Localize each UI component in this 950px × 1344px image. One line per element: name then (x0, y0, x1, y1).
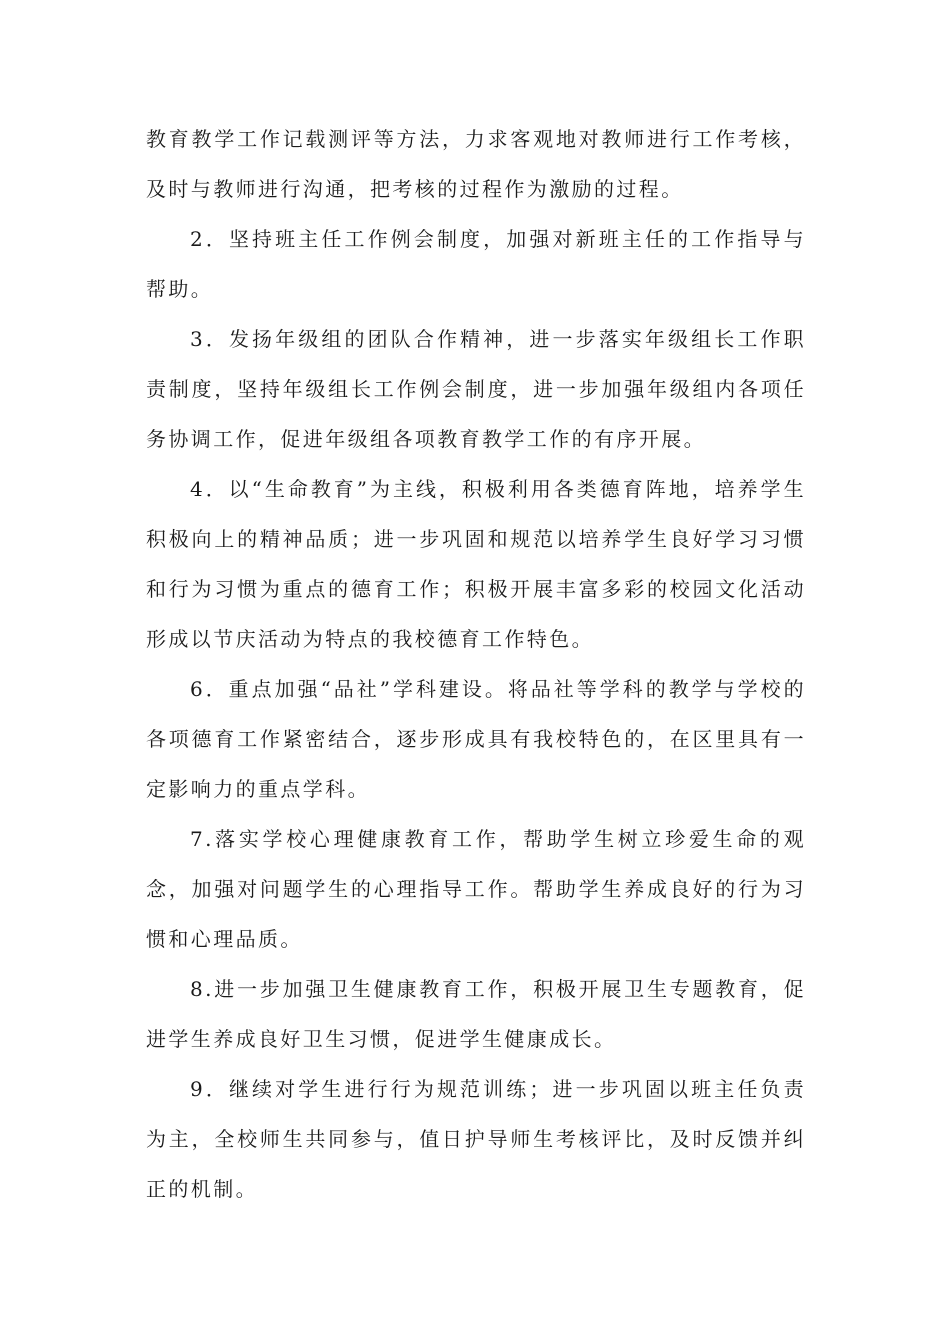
paragraph-continuation: 教育教学工作记载测评等方法，力求客观地对教师进行工作考核，及时与教师进行沟通，把考核的过程作为激励的过程。 (146, 127, 806, 201)
paragraph-item-6: 6．重点加强“品社”学科建设。将品社等学科的教学与学校的各项德育工作紧密结合，逐步形成具有我校特色的，在区里具有一定影响力的重点学科。 (146, 677, 806, 801)
paragraph-item-7: 7.落实学校心理健康教育工作，帮助学生树立珍爱生命的观念，加强对问题学生的心理指导工作。帮助学生养成良好的行为习惯和心理品质。 (146, 827, 806, 951)
document-body (146, 114, 806, 1214)
paragraph-item-3: 3．发扬年级组的团队合作精神，进一步落实年级组长工作职责制度，坚持年级组长工作例会制度，进一步加强年级组内各项任务协调工作，促进年级组各项教育教学工作的有序开展。 (146, 327, 806, 451)
paragraph-item-4: 4．以“生命教育”为主线，积极利用各类德育阵地，培养学生积极向上的精神品质；进一步巩固和规范以培养学生良好学习习惯和行为习惯为重点的德育工作；积极开展丰富多彩的校园文化活动形成以节庆活动为特点的我校德育工作特色。 (146, 477, 806, 651)
paragraph-item-9: 9．继续对学生进行行为规范训练；进一步巩固以班主任负责为主，全校师生共同参与，值日护导师生考核评比，及时反馈并纠正的机制。 (146, 1077, 806, 1201)
paragraph-item-2: 2．坚持班主任工作例会制度，加强对新班主任的工作指导与帮助。 (146, 227, 806, 301)
paragraph-item-8: 8.进一步加强卫生健康教育工作，积极开展卫生专题教育，促进学生养成良好卫生习惯，促进学生健康成长。 (146, 977, 806, 1051)
